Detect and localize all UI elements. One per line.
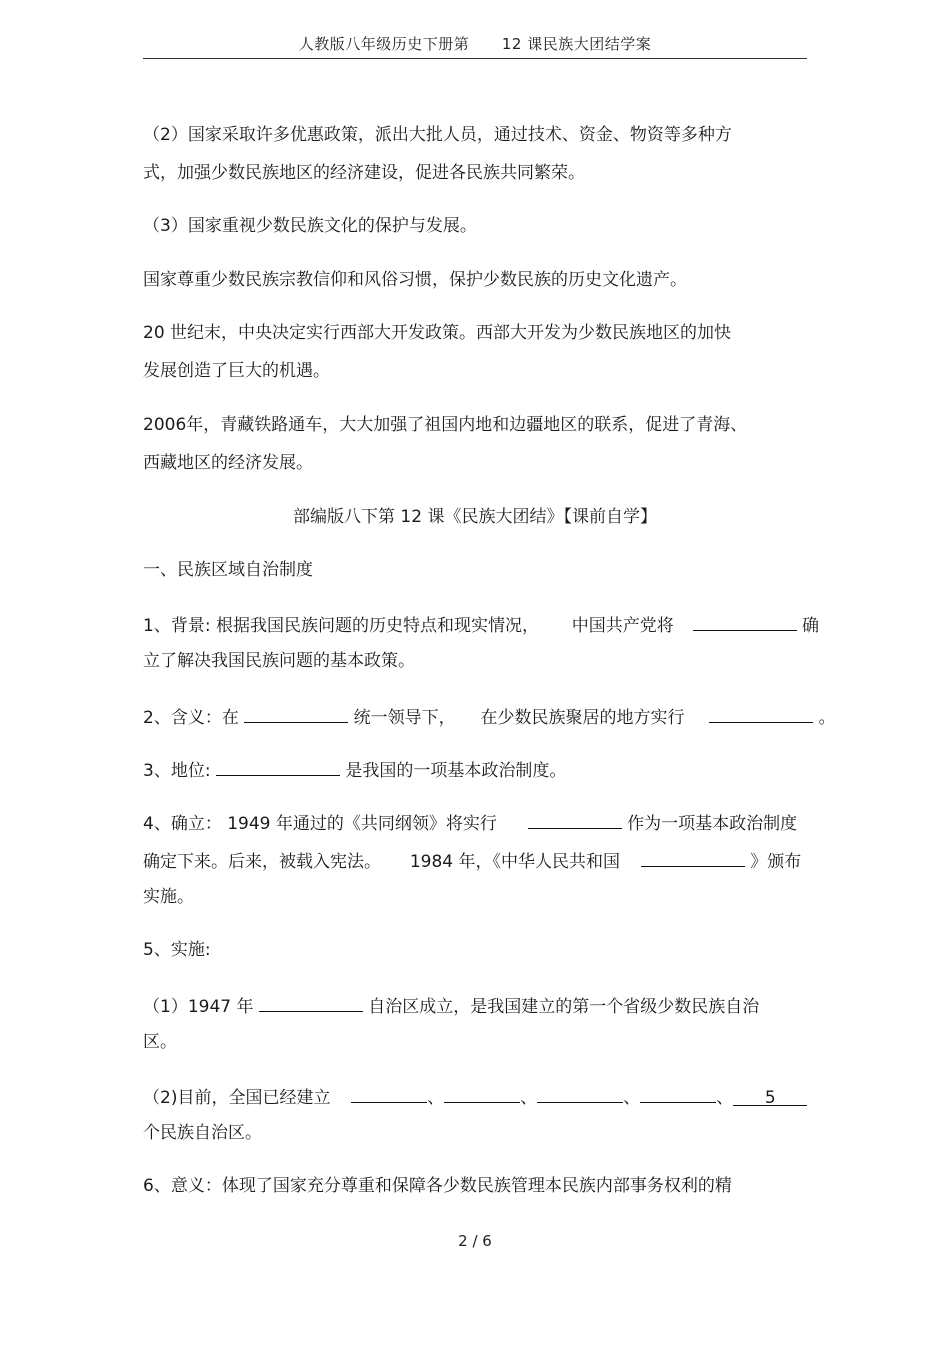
q5-2-text-a: （2)目前，全国已经建立 [143, 1088, 331, 1108]
header-rule [143, 58, 807, 59]
page-number: 2 / 6 [458, 1232, 492, 1250]
q1-text-b: 中国共产党将 [571, 616, 674, 636]
q1-blank[interactable] [693, 612, 797, 631]
question-2 [143, 704, 836, 729]
q2-text-c: 在少数民族聚居的地方实行 [480, 708, 685, 728]
q5-2-sep-3: 、 [623, 1088, 641, 1108]
q4-blank-2[interactable] [641, 848, 745, 867]
q4-text-a: 4、确立： 1949 年通过的《共同纲领》将实行 [143, 814, 497, 834]
paragraph-2-line-1: （2）国家采取许多优惠政策，派出大批人员，通过技术、资金、物资等多种方 [143, 125, 732, 145]
q1-text-a: 1、背景: 根据我国民族问题的历史特点和现实情况， [143, 616, 539, 636]
question-1-line-1 [143, 612, 819, 637]
question-6: 6、意义：体现了国家充分尊重和保障各少数民族管理本民族内部事务权利的精 [143, 1176, 732, 1196]
q5-2-blank-3[interactable] [537, 1084, 623, 1103]
question-4-line-3: 实施。 [143, 887, 194, 907]
q2-blank-2[interactable] [709, 704, 813, 723]
paragraph-railway-line-2: 西藏地区的经济发展。 [143, 453, 313, 473]
q4-text-l2b: 1984 年，《中华人民共和国 [409, 852, 620, 872]
q4-text-l2c: 》颁布 [750, 852, 802, 872]
q5-2-sep-1: 、 [427, 1088, 445, 1108]
question-5-2-line-2: 个民族自治区。 [143, 1123, 262, 1143]
q5-2-blank-2[interactable] [444, 1084, 520, 1103]
paragraph-culture: 国家尊重少数民族宗教信仰和风俗习惯，保护少数民族的历史文化遗产。 [143, 270, 687, 290]
section-title: 部编版八下第 12 课《民族大团结》【课前自学】 [293, 507, 657, 527]
paragraph-west-line-1: 20 世纪末，中央决定实行西部大开发政策。西部大开发为少数民族地区的加快 [143, 323, 732, 343]
header-title: 人教版八年级历史下册第 [298, 35, 470, 53]
q5-1-text-a: （1）1947 年 [143, 997, 254, 1017]
q4-text-l2a: 确定下来。后来，被载入宪法。 [143, 852, 381, 872]
q5-1-text-b: 自治区成立，是我国建立的第一个省级少数民族自治 [368, 997, 760, 1017]
q2-text-a: 2、含义：在 [143, 708, 239, 728]
heading-regional-autonomy: 一、民族区域自治制度 [143, 560, 313, 580]
question-4-line-1 [143, 810, 797, 835]
q5-1-blank[interactable] [259, 993, 363, 1012]
q2-blank-1[interactable] [244, 704, 348, 723]
question-5: 5、实施: [143, 940, 211, 960]
paragraph-railway-line-1: 2006年，青藏铁路通车，大大加强了祖国内地和边疆地区的联系，促进了青海、 [143, 415, 748, 435]
q5-2-sep-2: 、 [520, 1088, 538, 1108]
q4-blank-1[interactable] [528, 810, 622, 829]
q3-text-b: 是我国的一项基本政治制度。 [345, 761, 567, 781]
q5-2-blank-4[interactable] [640, 1084, 716, 1103]
question-5-2-line-1 [143, 1084, 807, 1109]
q5-2-blank-1[interactable] [351, 1084, 427, 1103]
question-4-line-2 [143, 848, 801, 873]
q5-2-sep-4: 、 [716, 1088, 734, 1108]
question-5-1-line-2: 区。 [143, 1032, 177, 1052]
q3-text-a: 3、地位: [143, 761, 211, 781]
paragraph-2-line-2: 式，加强少数民族地区的经济建设，促进各民族共同繁荣。 [143, 163, 585, 183]
q2-text-d: 。 [818, 708, 836, 728]
paragraph-3: （3）国家重视少数民族文化的保护与发展。 [143, 216, 477, 236]
q3-blank[interactable] [216, 757, 340, 776]
question-1-line-2: 立了解决我国民族问题的基本政策。 [143, 651, 415, 671]
question-3 [143, 757, 566, 782]
q2-text-b: 统一领导下， [353, 708, 456, 728]
header-lesson: 12 课民族大团结学案 [501, 35, 652, 53]
question-5-1-line-1 [143, 993, 759, 1018]
paragraph-west-line-2: 发展创造了巨大的机遇。 [143, 361, 330, 381]
page-header [143, 33, 807, 54]
q5-2-blank-5[interactable]: 5 [733, 1087, 807, 1106]
q4-text-b: 作为一项基本政治制度 [627, 814, 798, 834]
q1-text-c: 确 [801, 616, 819, 636]
